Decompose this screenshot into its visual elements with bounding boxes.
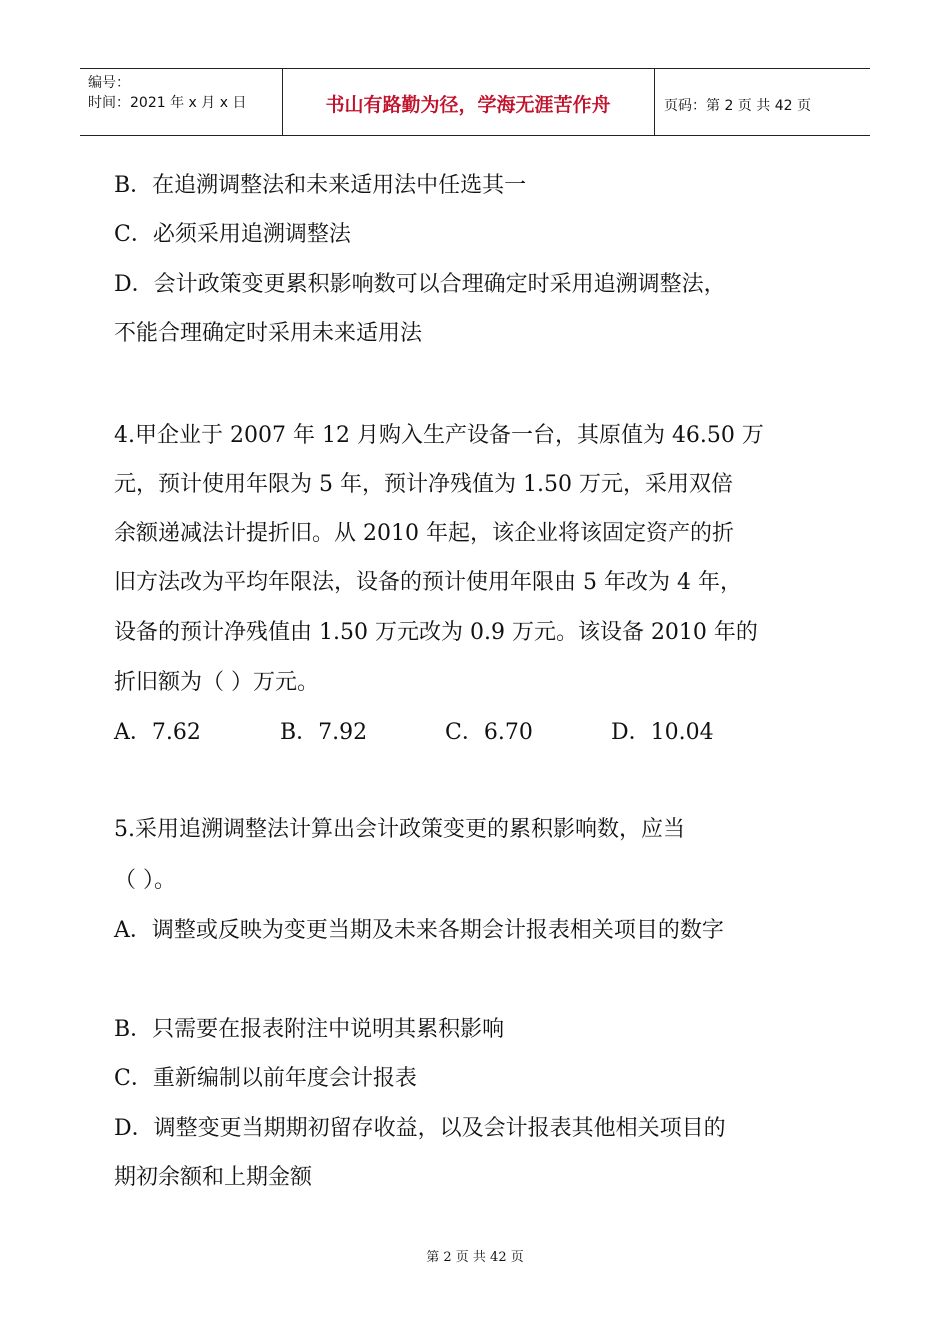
q4-option-b: B．7.92: [280, 720, 368, 745]
q4-line-5: 设备的预计净残值由 1.50 万元改为 0.9 万元。该设备 2010 年的: [114, 620, 758, 645]
header-page-label: 页码：第 2 页 共 42 页: [664, 98, 811, 114]
q4-line-2: 元，预计使用年限为 5 年，预计净残值为 1.50 万元，采用双倍: [114, 472, 733, 497]
q5-option-d-line1: D．调整变更当期期初留存收益，以及会计报表其他相关项目的: [114, 1116, 726, 1141]
q3-option-c: C．必须采用追溯调整法: [114, 222, 351, 247]
q3-option-d-line2: 不能合理确定时采用未来适用法: [114, 321, 423, 346]
header-motto: 书山有路勤为径，学海无涯苦作舟: [325, 94, 611, 116]
serial-label: 编号：: [88, 75, 130, 91]
q4-line-4: 旧方法改为平均年限法，设备的预计使用年限由 5 年改为 4 年，: [114, 570, 742, 595]
date-label: 时间：2021 年 x 月 x 日: [88, 95, 247, 111]
q5-option-b: B．只需要在报表附注中说明其累积影响: [114, 1017, 505, 1042]
header-divider-right: [654, 68, 655, 136]
header-top-rule: [80, 68, 870, 69]
q3-option-d-line1: D．会计政策变更累积影响数可以合理确定时采用追溯调整法，: [114, 272, 726, 297]
q5-option-a: A．调整或反映为变更当期及未来各期会计报表相关项目的数字: [114, 918, 724, 943]
q4-line-3: 余额递减法计提折旧。从 2010 年起，该企业将该固定资产的折: [114, 521, 734, 546]
q5-option-d-line2: 期初余额和上期金额: [114, 1165, 313, 1190]
q4-option-d: D．10.04: [611, 720, 714, 745]
q5-line-2: （ ）。: [114, 868, 176, 893]
q4-line-1: 4.甲企业于 2007 年 12 月购入生产设备一台，其原值为 46.50 万: [114, 423, 764, 448]
q4-option-a: A．7.62: [114, 720, 201, 745]
footer-page-number: 第 2 页 共 42 页: [426, 1250, 524, 1265]
q3-option-b: B．在追溯调整法和未来适用法中任选其一: [114, 173, 527, 198]
q5-option-c: C．重新编制以前年度会计报表: [114, 1066, 417, 1091]
q4-option-c: C．6.70: [445, 720, 533, 745]
q5-line-1: 5.采用追溯调整法计算出会计政策变更的累积影响数，应当: [114, 817, 685, 842]
header-bottom-rule: [80, 135, 870, 136]
q4-line-6: 折旧额为（ ）万元。: [114, 670, 319, 695]
